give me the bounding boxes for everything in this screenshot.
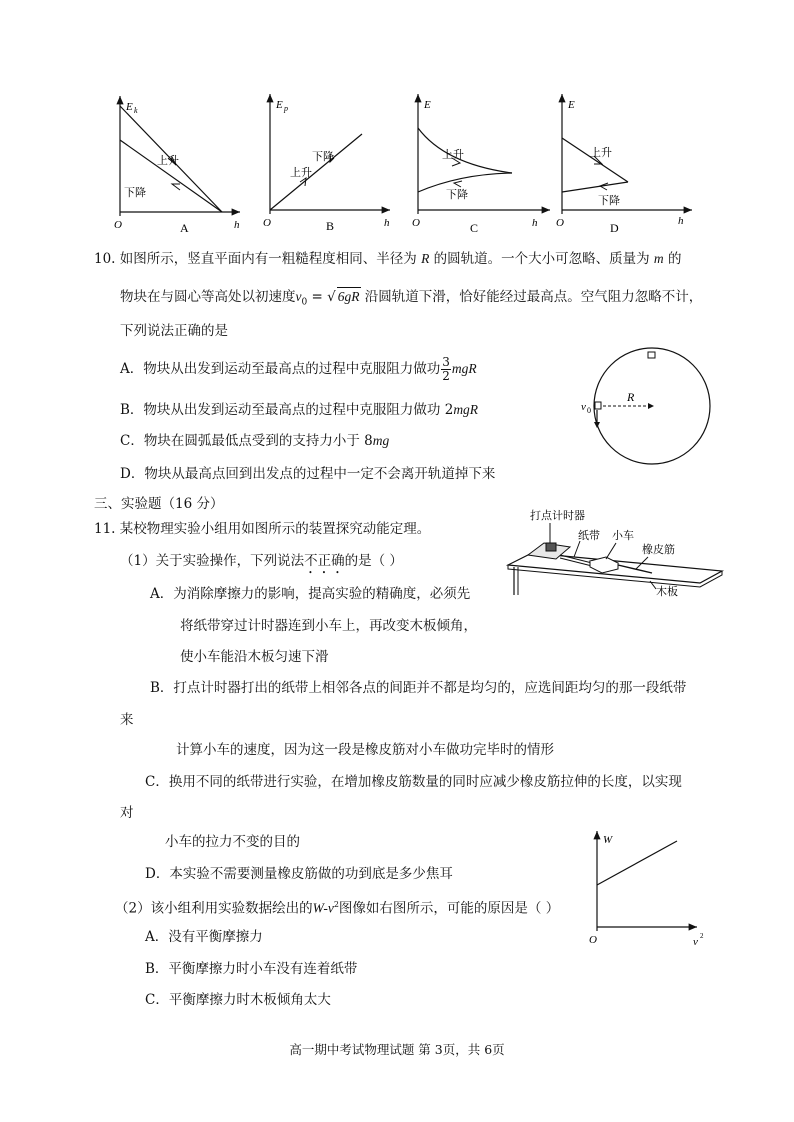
q11-part2-option-b: B．平衡摩擦力时小车没有连着纸带: [145, 961, 358, 977]
q11-a-line2: 将纸带穿过计时器连到小车上，再改变木板倾角，: [180, 618, 477, 634]
svg-text:纸带: 纸带: [578, 530, 600, 542]
svg-text:k: k: [134, 106, 138, 115]
svg-text:h: h: [532, 217, 538, 229]
svg-text:O: O: [412, 217, 420, 229]
graph-a-label: A: [180, 221, 189, 235]
w-v2-graph: [585, 825, 705, 950]
svg-text:E: E: [276, 99, 283, 111]
graph-b: [263, 94, 390, 233]
svg-text:O: O: [589, 934, 597, 946]
svg-text:上升: 上升: [157, 155, 179, 167]
q10-stem-line3: 下列说法正确的是: [120, 323, 228, 339]
q10-option-c: C．物块在圆弧最低点受到的支持力小于 8mg: [120, 433, 390, 449]
svg-text:上升: 上升: [290, 167, 312, 179]
graph-c: [412, 94, 550, 235]
svg-text:h: h: [678, 215, 684, 227]
svg-text:R: R: [627, 390, 635, 404]
svg-text:p: p: [284, 104, 288, 113]
graph-c-label: C: [470, 221, 479, 235]
q11-c-line1: C．换用不同的纸带进行实验，在增加橡皮筋数量的同时应减少橡皮筋拉伸的长度，以实现: [145, 774, 682, 790]
svg-text:橡皮筋: 橡皮筋: [642, 544, 675, 556]
q11-b-line2: 计算小车的速度，因为这一段是橡皮筋对小车做功完毕时的情形: [176, 742, 554, 758]
graph-b-label: B: [326, 219, 335, 233]
svg-text:v: v: [693, 936, 698, 948]
q10-stem-line1: 10. 如图所示，竖直平面内有一粗糙程度相同、半径为 R 的圆轨道。一个大小可忽略、质量为 m 的: [94, 251, 682, 267]
graph-d-label: D: [610, 221, 619, 235]
page-footer: 高一期中考试物理试题 第 3页，共 6页: [289, 1042, 505, 1057]
svg-text:小车: 小车: [612, 530, 634, 542]
svg-text:0: 0: [587, 406, 591, 415]
q10-stem-line2: 物块在与圆心等高处以初速度$v_0$ = √ 6gR 沿圆轨道下滑，恰好能经过最高点。空气阻力忽略不计，: [120, 289, 703, 308]
q10-option-d: D．物块从最高点回到出发点的过程中一定不会离开轨道掉下来: [120, 466, 496, 482]
q11-b-line1: B．打点计时器打出的纸带上相邻各点的间距并不都是均匀的，应选间距均匀的那一段纸带: [150, 680, 687, 696]
svg-text:下降: 下降: [312, 151, 334, 163]
graph-a-ylabel: E: [126, 101, 133, 113]
svg-text:下降: 下降: [598, 195, 620, 207]
svg-text:木板: 木板: [656, 586, 678, 598]
svg-text:2: 2: [700, 932, 704, 940]
q11-c-line2: 小车的拉力不变的目的: [165, 834, 300, 850]
q10-option-a: A．物块从出发到运动至最高点的过程中克服阻力做功 $\frac{3}{2}$ mgR: [120, 355, 477, 383]
svg-text:O: O: [114, 219, 122, 231]
q11-a-line3: 使小车能沿木板匀速下滑: [180, 649, 329, 665]
q11-d-line1: D．本实验不需要测量橡皮筋做的功到底是多少焦耳: [145, 866, 453, 882]
q11-part2: （2）该小组利用实验数据绘出的$W-v^2$图像如右图所示，可能的原因是（ ）: [115, 900, 560, 917]
svg-text:上升: 上升: [590, 147, 612, 159]
svg-text:O: O: [263, 217, 271, 229]
svg-text:W: W: [603, 834, 613, 846]
q10-option-b: B．物块从出发到运动至最高点的过程中克服阻力做功 2mgR: [120, 402, 479, 418]
svg-text:打点计时器: 打点计时器: [530, 510, 585, 522]
svg-text:E: E: [424, 99, 431, 111]
svg-text:上升: 上升: [442, 149, 464, 161]
q11-a-line1: A．为消除摩擦力的影响，提高实验的精确度，必须先: [150, 586, 471, 602]
svg-text:O: O: [556, 217, 564, 229]
q11-c-line1-wrap: 对: [120, 805, 134, 821]
svg-text:下降: 下降: [124, 187, 146, 199]
q11-part2-option-a: A．没有平衡摩擦力: [145, 929, 263, 945]
svg-text:E: E: [568, 99, 575, 111]
q11-b-line1-wrap: 来: [120, 712, 134, 728]
q11-stem: 11. 某校物理实验小组用如图所示的装置探究动能定理。: [94, 521, 431, 537]
graph-a: [114, 96, 240, 235]
circular-track-figure: [575, 340, 725, 480]
svg-text:h: h: [384, 217, 390, 229]
energy-graphs: [100, 88, 700, 238]
svg-text:h: h: [234, 219, 240, 231]
section-title: 三、实验题（16 分）: [94, 496, 224, 512]
q11-part1: （1）关于实验操作，下列说法不正确的是（ ）: [120, 553, 403, 569]
svg-text:下降: 下降: [446, 189, 468, 201]
svg-text:v: v: [581, 401, 586, 413]
q11-part2-option-c: C．平衡摩擦力时木板倾角太大: [145, 992, 331, 1008]
graph-d: [556, 94, 692, 235]
apparatus-figure: [500, 505, 730, 605]
